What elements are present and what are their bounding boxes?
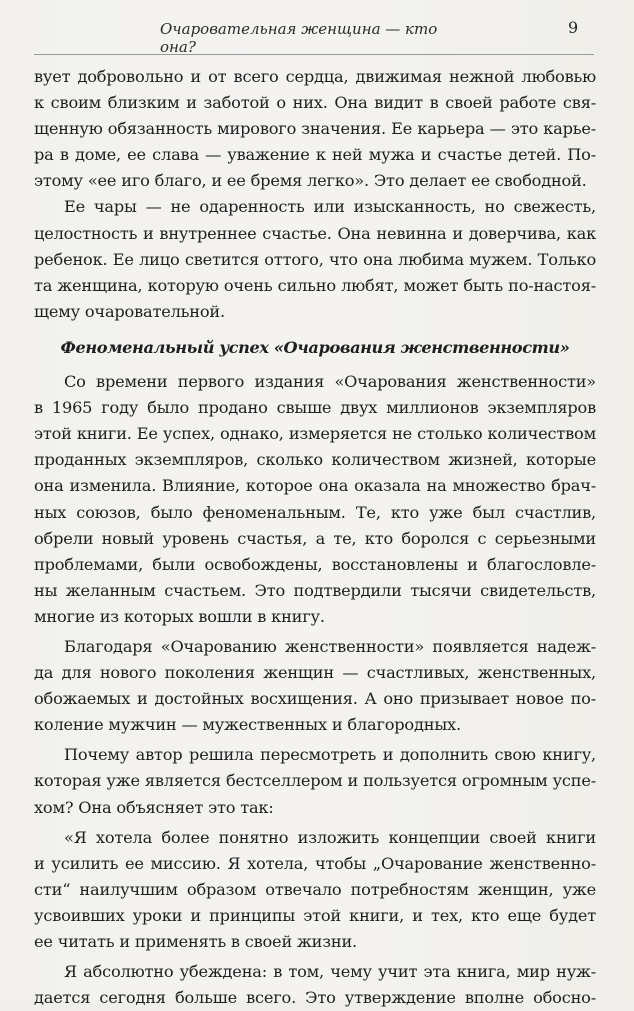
text-line: обожаемых и достойных восхищения. А оно призывает новое по- (34, 689, 596, 709)
text-line: щему очаровательной. (34, 301, 225, 321)
text-line: «Я хотела более понятно изложить концепции своей книги (64, 827, 596, 847)
text-line: дается сегодня больше всего. Это утверждение вполне обосно- (34, 988, 596, 1008)
text-line: та женщина, которую очень сильно любят, может быть по-настоя- (34, 275, 596, 295)
text-line: ее читать и применять в своей жизни. (34, 932, 358, 951)
header-rule (34, 54, 594, 55)
text-line: она изменила. Влияние, которое она оказала на множество брач- (34, 476, 596, 496)
text-line: Ее чары — не одаренность или изысканность, но свежесть, (64, 197, 596, 217)
text-line: ребенок. Ее лицо светится оттого, что она любима мужем. Только (34, 249, 596, 269)
paragraph (34, 194, 596, 324)
paragraph (34, 634, 596, 738)
text-line: хом? Она объясняет это так: (34, 797, 274, 817)
text-line: Благодаря «Очарованию женственности» появляется надеж- (64, 636, 596, 656)
text-line: Я абсолютно убеждена: в том, чему учит эта книга, мир нуж- (64, 962, 596, 982)
text-line: сти“ наилучшим образом отвечало потребностям женщин, уже (34, 879, 596, 899)
text-line: проданных экземпляров, сколько количеством жизней, которые (34, 450, 596, 470)
text-line: и усилить ее миссию. Я хотела, чтобы „Очарование женственно- (34, 853, 596, 873)
text-line: в 1965 году было продано свыше двух миллионов экземпляров (34, 398, 596, 418)
text-line: коление мужчин — мужественных и благородных. (34, 715, 461, 735)
body-text (34, 64, 596, 1011)
text-line: да для нового поколения женщин — счастливых, женственных, (34, 663, 596, 683)
text-line: ны желанным счастьем. Это подтвердили тысячи свидетельств, (34, 580, 596, 600)
text-line: ных союзов, было феноменальным. Те, кто уже был счастлив, (34, 502, 596, 522)
text-line: целостность и внутреннее счастье. Она невинна и доверчива, как (34, 223, 596, 243)
paragraph (34, 825, 596, 955)
text-line: Со времени первого издания «Очарования женственности» (64, 372, 596, 392)
text-line: Почему автор решила пересмотреть и дополнить свою книгу, (64, 745, 596, 765)
text-line: этой книги. Ее успех, однако, измеряется не столько количеством (34, 424, 596, 444)
text-line: щенную обязанность мирового значения. Ее карьера — это карье- (34, 119, 596, 139)
paragraph (34, 369, 596, 630)
running-title: Очаровательная женщина — кто она? (160, 20, 438, 56)
paragraph (34, 959, 596, 1011)
text-line: усвоивших уроки и принципы этой книги, и тех, кто еще будет (34, 905, 596, 925)
text-line: многие из которых вошли в книгу. (34, 606, 325, 626)
text-line: проблемами, были освобождены, восстановлены и благословле- (34, 554, 596, 574)
paragraph (34, 742, 596, 820)
text-line: вует добровольно и от всего сердца, движимая нежной любовью (34, 67, 596, 86)
section-heading: Феноменальный успех «Очарования женственности» (60, 337, 570, 357)
text-line: ра в доме, ее слава — уважение к ней мужа и счастье детей. По- (34, 145, 596, 165)
paragraph (34, 64, 596, 194)
text-line: к своим близким и заботой о них. Она видит в своей работе свя- (34, 93, 596, 113)
page-number: 9 (568, 18, 579, 37)
text-line: которая уже является бестселлером и пользуется огромным успе- (34, 771, 596, 791)
text-line: обрели новый уровень счастья, а те, кто боролся с серьезными (34, 528, 596, 548)
text-line: этому «ее иго благо, и ее бремя легко». Это делает ее свободной. (34, 171, 587, 191)
